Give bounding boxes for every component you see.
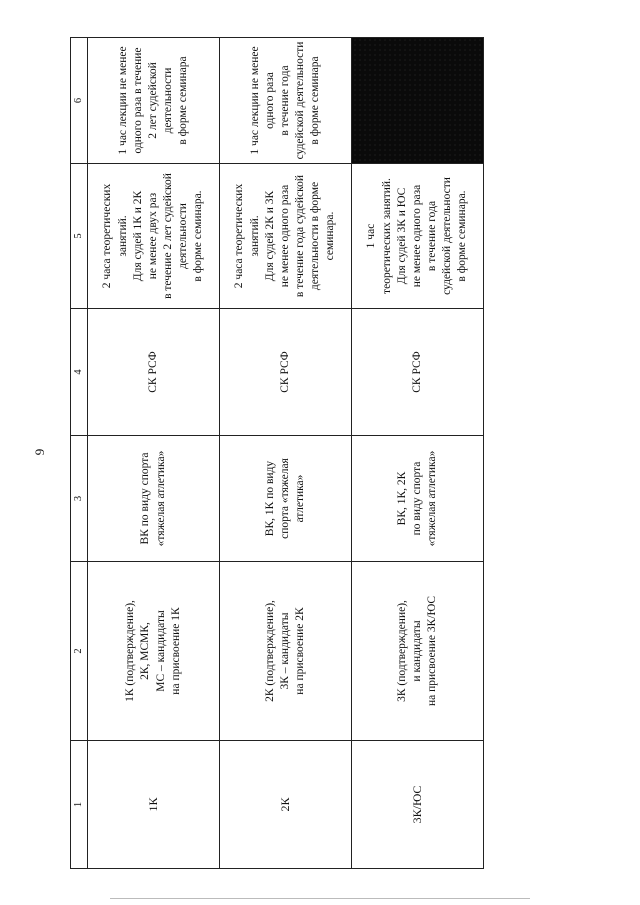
table-header-row — [71, 38, 88, 869]
column-header-6: 6 — [71, 38, 88, 164]
column-header-5: 5 — [71, 164, 88, 309]
cell-level: 3К/ЮС — [352, 741, 484, 869]
cell-who-assigns: ВК, 1К по виду спорта «тяжелая атлетика» — [220, 436, 352, 562]
table-row — [88, 38, 220, 869]
cell-candidates: 3К (подтверждение), и кандидаты на присвоение 3К/ЮС — [352, 562, 484, 741]
cell-candidates: 2К (подтверждение), 3К – кандидаты на присвоение 2К — [220, 562, 352, 741]
cell-who-assigns: ВК, 1К, 2К по виду спорта «тяжелая атлетика» — [352, 436, 484, 562]
cell-lectures: 1 час лекции не менее одного раза в течение 2 лет судейской деятельности в форме семинара — [88, 38, 220, 164]
column-header-2: 2 — [71, 562, 88, 741]
cell-organization: СК РСФ — [352, 309, 484, 436]
referee-training-table — [70, 37, 484, 869]
cell-level: 2К — [220, 741, 352, 869]
cell-lectures: 1 час лекции не менее одного раза в течение года судейской деятельности в форме семинара — [220, 38, 352, 164]
cell-organization: СК РСФ — [88, 309, 220, 436]
column-header-4: 4 — [71, 309, 88, 436]
cell-level: 1К — [88, 741, 220, 869]
page-number: 9 — [32, 448, 47, 456]
column-header-3: 3 — [71, 436, 88, 562]
cell-candidates: 1К (подтверждение), 2К, МСМК, МС – кандидаты на присвоение 1К — [88, 562, 220, 741]
cell-organization: СК РСФ — [220, 309, 352, 436]
cell-redacted — [352, 38, 484, 164]
scan-edge-line — [110, 898, 530, 899]
table-row — [220, 38, 352, 869]
cell-theory: 2 часа теоретических занятий. Для судей 2К и 3К не менее одного раза в течение года судейской деятельности в форме семинара. — [220, 164, 352, 309]
column-header-1: 1 — [71, 741, 88, 869]
cell-theory: 2 часа теоретических занятий. Для судей 1К и 2К не менее двух раз в течение 2 лет судейской деятельности в форме семинара. — [88, 164, 220, 309]
cell-who-assigns: ВК по виду спорта «тяжелая атлетика» — [88, 436, 220, 562]
cell-theory: 1 час теоретических занятий. Для судей 3К и ЮС не менее одного раза в течение года судейской деятельности в форме семинара. — [352, 164, 484, 309]
table-row — [352, 38, 484, 869]
rotated-table-container — [70, 38, 484, 869]
